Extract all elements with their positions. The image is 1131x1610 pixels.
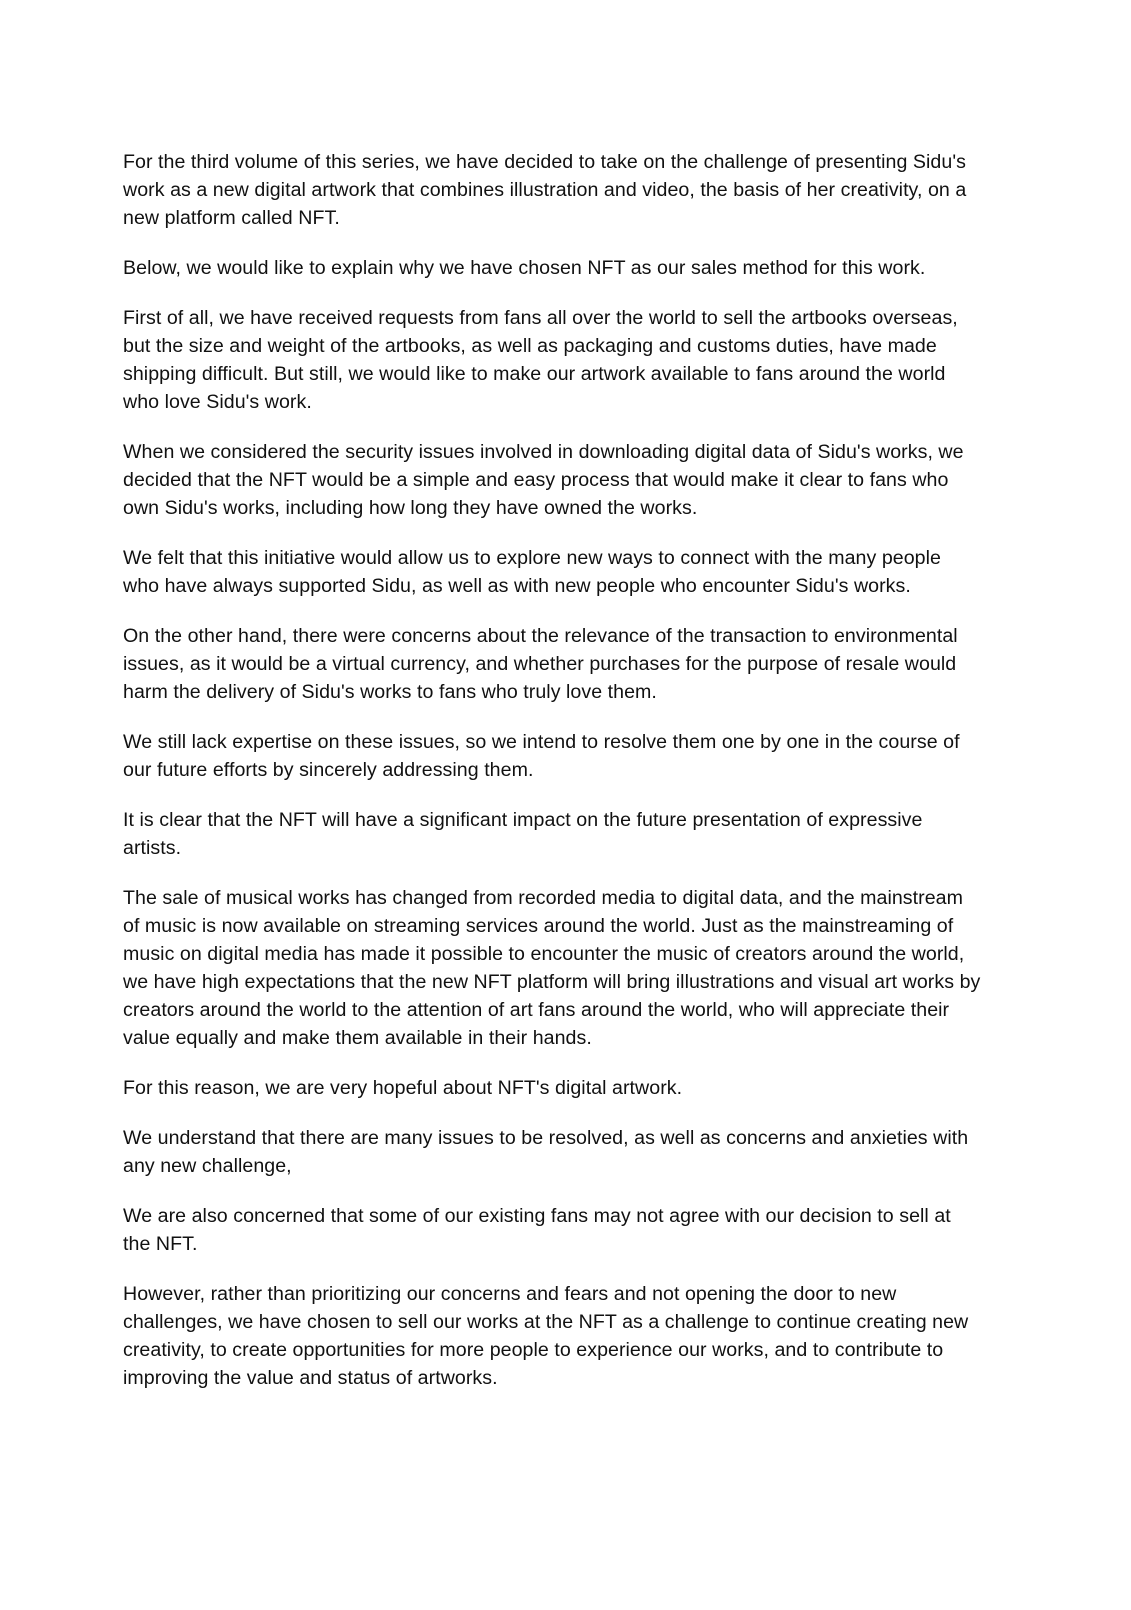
paragraph-music-comparison: The sale of musical works has changed from recorded media to digital data, and the mainstream of music is now available on streaming services around the world. Just as the mainstreaming of music on digital media has made it possible to encounter the music of creators around the world, we have high expectations that the new NFT platform will bring illustrations and visual art works by creators around the world to the attention of art fans around the world, who will appreciate their value equally and make them available in their hands. — [123, 887, 981, 1049]
paragraph-sales-method: Below, we would like to explain why we have chosen NFT as our sales method for this work. — [123, 257, 926, 279]
paragraph-overseas-requests: First of all, we have received requests from fans all over the world to sell the artbooks overseas, but the size and weight of the artbooks, as well as packaging and customs duties, have made shipping difficult. But still, we would like to make our artwork available to fans around the world who love Sidu's work. — [123, 307, 958, 413]
paragraph-expertise: We still lack expertise on these issues, so we intend to resolve them one by one in the course of our future efforts by sincerely addressing them. — [123, 731, 960, 781]
paragraph-third-volume: For the third volume of this series, we have decided to take on the challenge of presenting Sidu's work as a new digital artwork that combines illustration and video, the basis of her creativity, on a new platform called NFT. — [123, 151, 967, 229]
paragraph-conclusion: However, rather than prioritizing our concerns and fears and not opening the door to new challenges, we have chosen to sell our works at the NFT as a challenge to continue creating new creativity, to create opportunities for more people to experience our works, and to contribute to improving the value and status of artworks. — [123, 1283, 969, 1389]
paragraph-many-issues: We understand that there are many issues to be resolved, as well as concerns and anxieties with any new challenge, — [123, 1127, 969, 1177]
paragraph-impact: It is clear that the NFT will have a significant impact on the future presentation of expressive artists. — [123, 809, 923, 859]
paragraph-existing-fans: We are also concerned that some of our existing fans may not agree with our decision to sell at the NFT. — [123, 1205, 951, 1255]
paragraph-new-connections: We felt that this initiative would allow us to explore new ways to connect with the many people who have always supported Sidu, as well as with new people who encounter Sidu's works. — [123, 547, 941, 597]
paragraph-security-issues: When we considered the security issues involved in downloading digital data of Sidu's works, we decided that the NFT would be a simple and easy process that would make it clear to fans who own Sidu's works, including how long they have owned the works. — [123, 441, 964, 519]
paragraph-hopeful: For this reason, we are very hopeful about NFT's digital artwork. — [123, 1077, 683, 1099]
paragraph-concerns: On the other hand, there were concerns about the relevance of the transaction to environmental issues, as it would be a virtual currency, and whether purchases for the purpose of resale would harm the delivery of Sidu's works to fans who truly love them. — [123, 625, 958, 703]
